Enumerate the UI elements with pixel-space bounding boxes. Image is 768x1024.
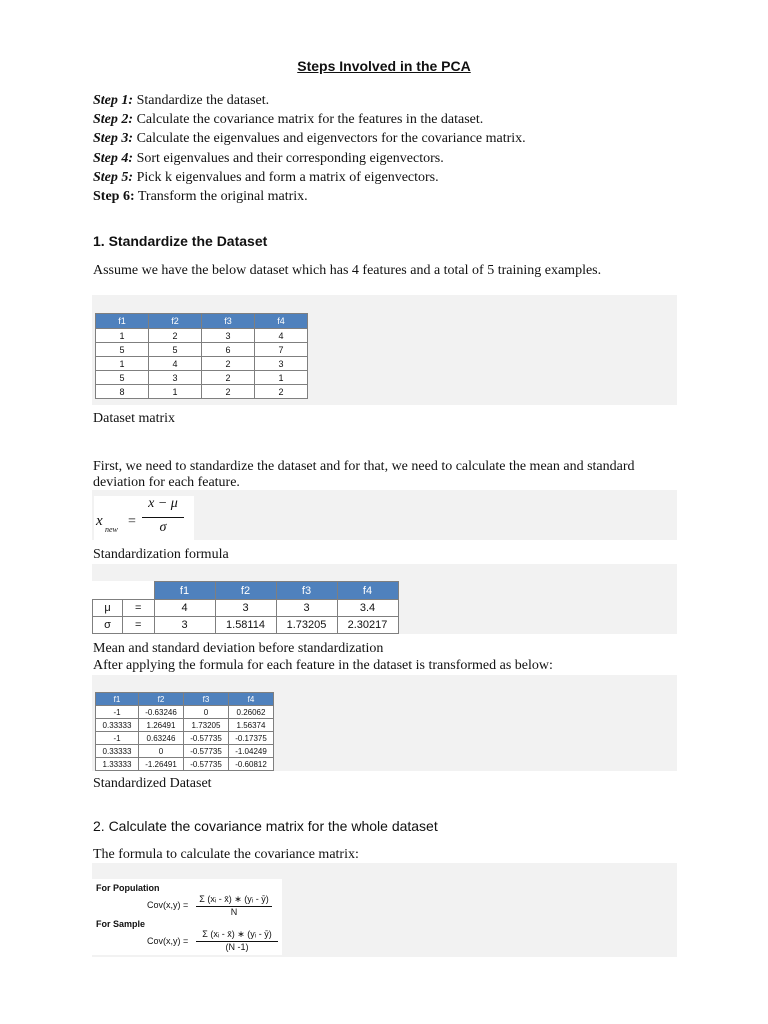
dataset-table <box>95 313 308 399</box>
table-cell: 0 <box>184 706 229 719</box>
table-cell: 2.30217 <box>337 617 398 634</box>
table-cell: -0.17375 <box>229 732 274 745</box>
table-cell: -1 <box>96 732 139 745</box>
section-1-heading: 1. Standardize the Dataset <box>93 233 268 249</box>
covariance-box <box>92 863 677 957</box>
table-cell: 3.4 <box>337 600 398 617</box>
dataset-table-box <box>92 295 677 405</box>
fraction-bar <box>142 517 184 518</box>
row-symbol: μ <box>93 600 123 617</box>
table-cell: 3 <box>154 617 215 634</box>
formula-lhs: x <box>96 513 103 529</box>
sample-numerator: Σ (xᵢ - x̄) ∗ (yᵢ - ȳ) <box>202 929 272 939</box>
table-cell: 2 <box>202 371 255 385</box>
table-cell: -0.57735 <box>184 758 229 771</box>
table-header-cell: f3 <box>202 314 255 329</box>
standardization-formula <box>94 496 194 540</box>
standardized-table-box <box>92 675 677 771</box>
table-header-cell: f4 <box>229 693 274 706</box>
sample-denominator: (N -1) <box>225 942 249 952</box>
table-row <box>96 706 274 719</box>
steps-list <box>93 91 713 206</box>
step-4: Step 4: Sort eigenvalues and their corresponding eigenvectors. <box>93 150 444 166</box>
table-row <box>96 745 274 758</box>
table-row <box>96 343 308 357</box>
table-row <box>96 357 308 371</box>
formula-equals: = <box>128 514 136 529</box>
population-cov-lhs: Cov(x,y) = <box>147 900 189 910</box>
table-header-row <box>96 314 308 329</box>
section-2-heading: 2. Calculate the covariance matrix for the whole dataset <box>93 818 438 834</box>
step-5: Step 5: Pick k eigenvalues and form a matrix of eigenvectors. <box>93 169 439 185</box>
stats-caption: Mean and standard deviation before standardization <box>93 641 384 656</box>
table-cell: 1.58114 <box>215 617 276 634</box>
table-cell: -0.57735 <box>184 732 229 745</box>
formula-subscript: new <box>105 525 118 534</box>
table-cell: 6 <box>202 343 255 357</box>
table-cell: 2 <box>255 385 308 399</box>
table-cell: 0.63246 <box>139 732 184 745</box>
section-1-intro: Assume we have the below dataset which has 4 features and a total of 5 training examples. <box>93 263 602 278</box>
formula-caption: Standardization formula <box>93 547 229 562</box>
formula-box <box>92 490 677 540</box>
table-header-cell: f2 <box>215 582 276 600</box>
table-cell: -0.63246 <box>139 706 184 719</box>
step-3: Step 3: Calculate the eigenvalues and eigenvectors for the covariance matrix. <box>93 131 526 147</box>
table-cell: 0.26062 <box>229 706 274 719</box>
table-header-row <box>93 582 399 600</box>
standardize-paragraph: First, we need to standardize the dataset and for that, we need to calculate the mean and standard deviation for each feature. <box>93 459 635 490</box>
table-cell: -1.26491 <box>139 758 184 771</box>
table-cell: 1 <box>96 329 149 343</box>
table-cell: 1 <box>96 357 149 371</box>
table-row <box>96 732 274 745</box>
table-header-cell: f1 <box>96 314 149 329</box>
table-header-cell: f1 <box>154 582 215 600</box>
table-cell: 3 <box>215 600 276 617</box>
standardized-caption: Standardized Dataset <box>93 776 212 791</box>
table-cell: 2 <box>202 357 255 371</box>
table-cell: 4 <box>255 329 308 343</box>
population-label: For Population <box>96 883 160 893</box>
table-row <box>96 371 308 385</box>
table-cell: 1.73205 <box>184 719 229 732</box>
row-equals: = <box>123 600 155 617</box>
row-symbol: σ <box>93 617 123 634</box>
sample-label: For Sample <box>96 919 146 929</box>
table-cell: 5 <box>96 371 149 385</box>
population-denominator: N <box>230 907 238 917</box>
table-row <box>96 758 274 771</box>
table-row <box>93 600 399 617</box>
table-header-cell: f2 <box>139 693 184 706</box>
table-cell: 4 <box>154 600 215 617</box>
population-numerator: Σ (xᵢ - x̄) ∗ (yᵢ - ȳ) <box>199 894 269 904</box>
table-header-cell: f2 <box>149 314 202 329</box>
table-cell: 0 <box>139 745 184 758</box>
table-cell: 3 <box>255 357 308 371</box>
step-1: Step 1: Standardize the dataset. <box>93 93 270 108</box>
table-cell: 3 <box>276 600 337 617</box>
table-cell: -1 <box>96 706 139 719</box>
table-row <box>93 617 399 634</box>
step-2: Step 2: Calculate the covariance matrix for the features in the dataset. <box>93 112 484 128</box>
standardized-table <box>95 692 274 771</box>
table-header-cell: f3 <box>184 693 229 706</box>
stats-table-box <box>92 564 677 634</box>
table-header-cell: f4 <box>337 582 398 600</box>
table-cell: 3 <box>202 329 255 343</box>
table-header-cell: f4 <box>255 314 308 329</box>
table-header-cell: f3 <box>276 582 337 600</box>
formula-denominator: σ <box>159 520 167 535</box>
page-title: Steps Involved in the PCA <box>297 58 471 74</box>
table-row <box>96 329 308 343</box>
step-6: Step 6: Transform the original matrix. <box>93 189 308 205</box>
table-cell: 3 <box>149 371 202 385</box>
table-row <box>96 385 308 399</box>
table-cell: 7 <box>255 343 308 357</box>
table-cell: -0.57735 <box>184 745 229 758</box>
table-cell: 2 <box>202 385 255 399</box>
table-cell: -0.60812 <box>229 758 274 771</box>
table-cell: 1 <box>149 385 202 399</box>
table-cell: 1.33333 <box>96 758 139 771</box>
table-cell: 1.73205 <box>276 617 337 634</box>
sample-cov-lhs: Cov(x,y) = <box>147 936 189 946</box>
table-header-row <box>96 693 274 706</box>
table-cell: 4 <box>149 357 202 371</box>
transform-text: After applying the formula for each feature in the dataset is transformed as below: <box>93 658 553 673</box>
stats-table <box>92 581 399 634</box>
table-cell: 8 <box>96 385 149 399</box>
table-cell: 5 <box>149 343 202 357</box>
table-cell: 1 <box>255 371 308 385</box>
table-cell: 2 <box>149 329 202 343</box>
table-cell: 1.26491 <box>139 719 184 732</box>
covariance-formula <box>92 879 282 955</box>
table-cell: -1.04249 <box>229 745 274 758</box>
dataset-caption: Dataset matrix <box>93 411 176 426</box>
table-cell: 5 <box>96 343 149 357</box>
formula-numerator: x − μ <box>148 496 178 511</box>
table-cell: 0.33333 <box>96 719 139 732</box>
row-equals: = <box>123 617 155 634</box>
table-cell: 1.56374 <box>229 719 274 732</box>
table-cell: 0.33333 <box>96 745 139 758</box>
section-2-intro: The formula to calculate the covariance matrix: <box>93 847 359 862</box>
table-header-cell: f1 <box>96 693 139 706</box>
table-row <box>96 719 274 732</box>
